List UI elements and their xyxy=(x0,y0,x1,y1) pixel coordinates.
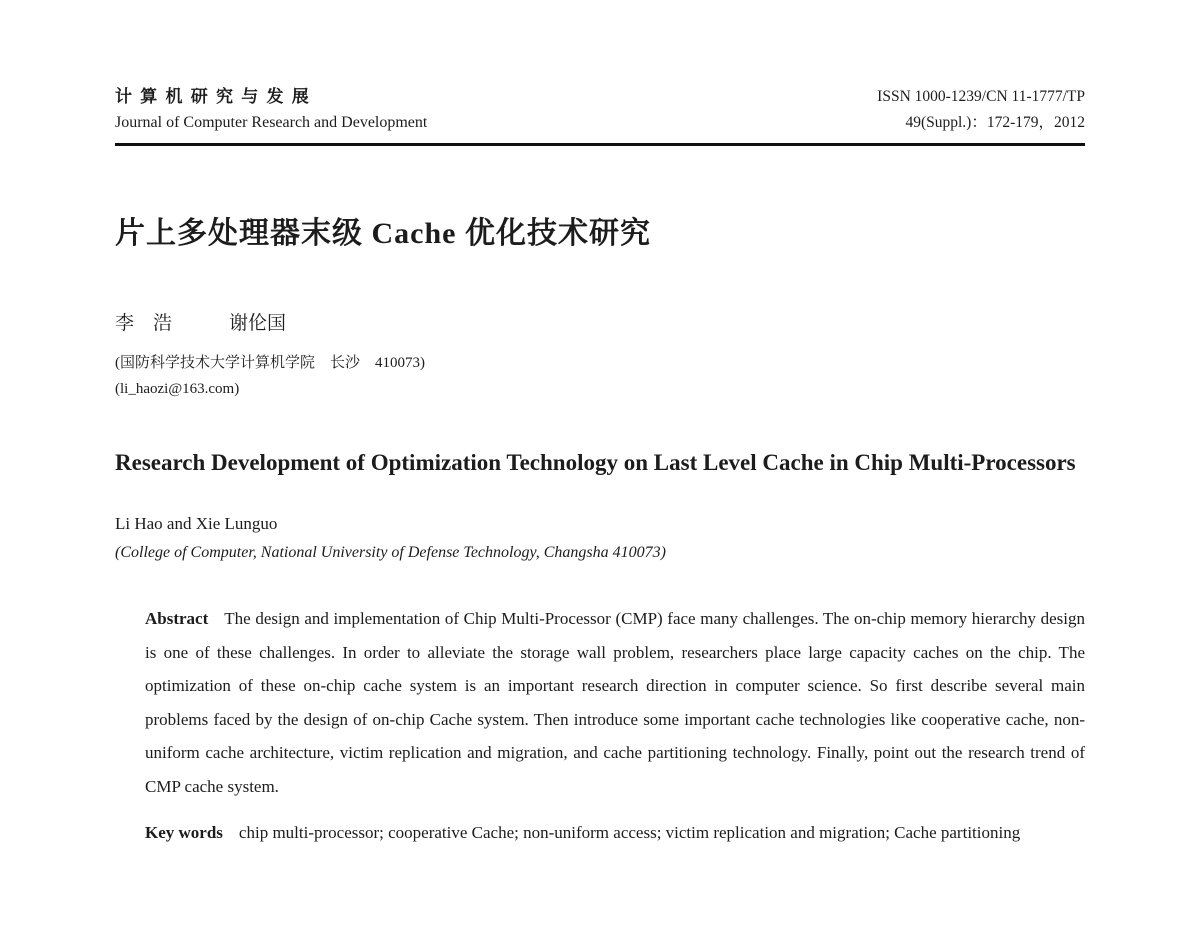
keywords-text: chip multi-processor; cooperative Cache; non-uniform access; victim replication and migration; Cache partitioning xyxy=(238,823,1021,842)
paper-page xyxy=(115,0,1085,850)
journal-name-en: Journal of Computer Research and Development xyxy=(115,114,428,131)
article-title-cn: 片上多处理器末级 Cache 优化技术研究 xyxy=(115,217,651,250)
keywords-paragraph xyxy=(145,816,1085,850)
journal-header xyxy=(115,84,1085,136)
affiliation-cn: (国防科学技术大学计算机学院 长沙 410073) xyxy=(115,355,425,371)
authors-cn: 李 浩 谢伦国 xyxy=(115,313,287,334)
journal-issue: 49(Suppl.)：172-179，2012 xyxy=(905,114,1085,131)
header-rule xyxy=(115,143,1085,146)
journal-issn: ISSN 1000-1239/CN 11-1777/TP xyxy=(877,88,1085,105)
abstract-text: The design and implementation of Chip Multi-Processor (CMP) face many challenges. The on-chip memory hierarchy design is one of these challenges. In order to alleviate the storage wall problem, researchers place large capacity caches on the chip. The optimization of these on-chip cache system is an important research direction in computer science. So first describe several main problems faced by the design of on-chip Cache system. Then introduce some important cache technologies like cooperative cache, non-uniform cache architecture, victim replication and migration, and cache partitioning technology. Finally, point out the research trend of CMP cache system. xyxy=(145,609,1085,796)
journal-name-cn: 计 算 机 研 究 与 发 展 xyxy=(115,87,311,106)
abstract-paragraph xyxy=(145,602,1085,803)
keywords-label: Key words xyxy=(145,823,223,842)
article-title-en: Research Development of Optimization Technology on Last Level Cache in Chip Multi-Processors xyxy=(115,450,1076,475)
authors-en: Li Hao and Xie Lunguo xyxy=(115,514,278,533)
abstract-label: Abstract xyxy=(145,609,209,628)
journal-name-block xyxy=(115,84,427,136)
journal-issue-block xyxy=(877,84,1085,136)
affiliation-en: (College of Computer, National University of Defense Technology, Changsha 410073) xyxy=(115,544,666,561)
author-email: (li_haozi@163.com) xyxy=(115,381,240,397)
